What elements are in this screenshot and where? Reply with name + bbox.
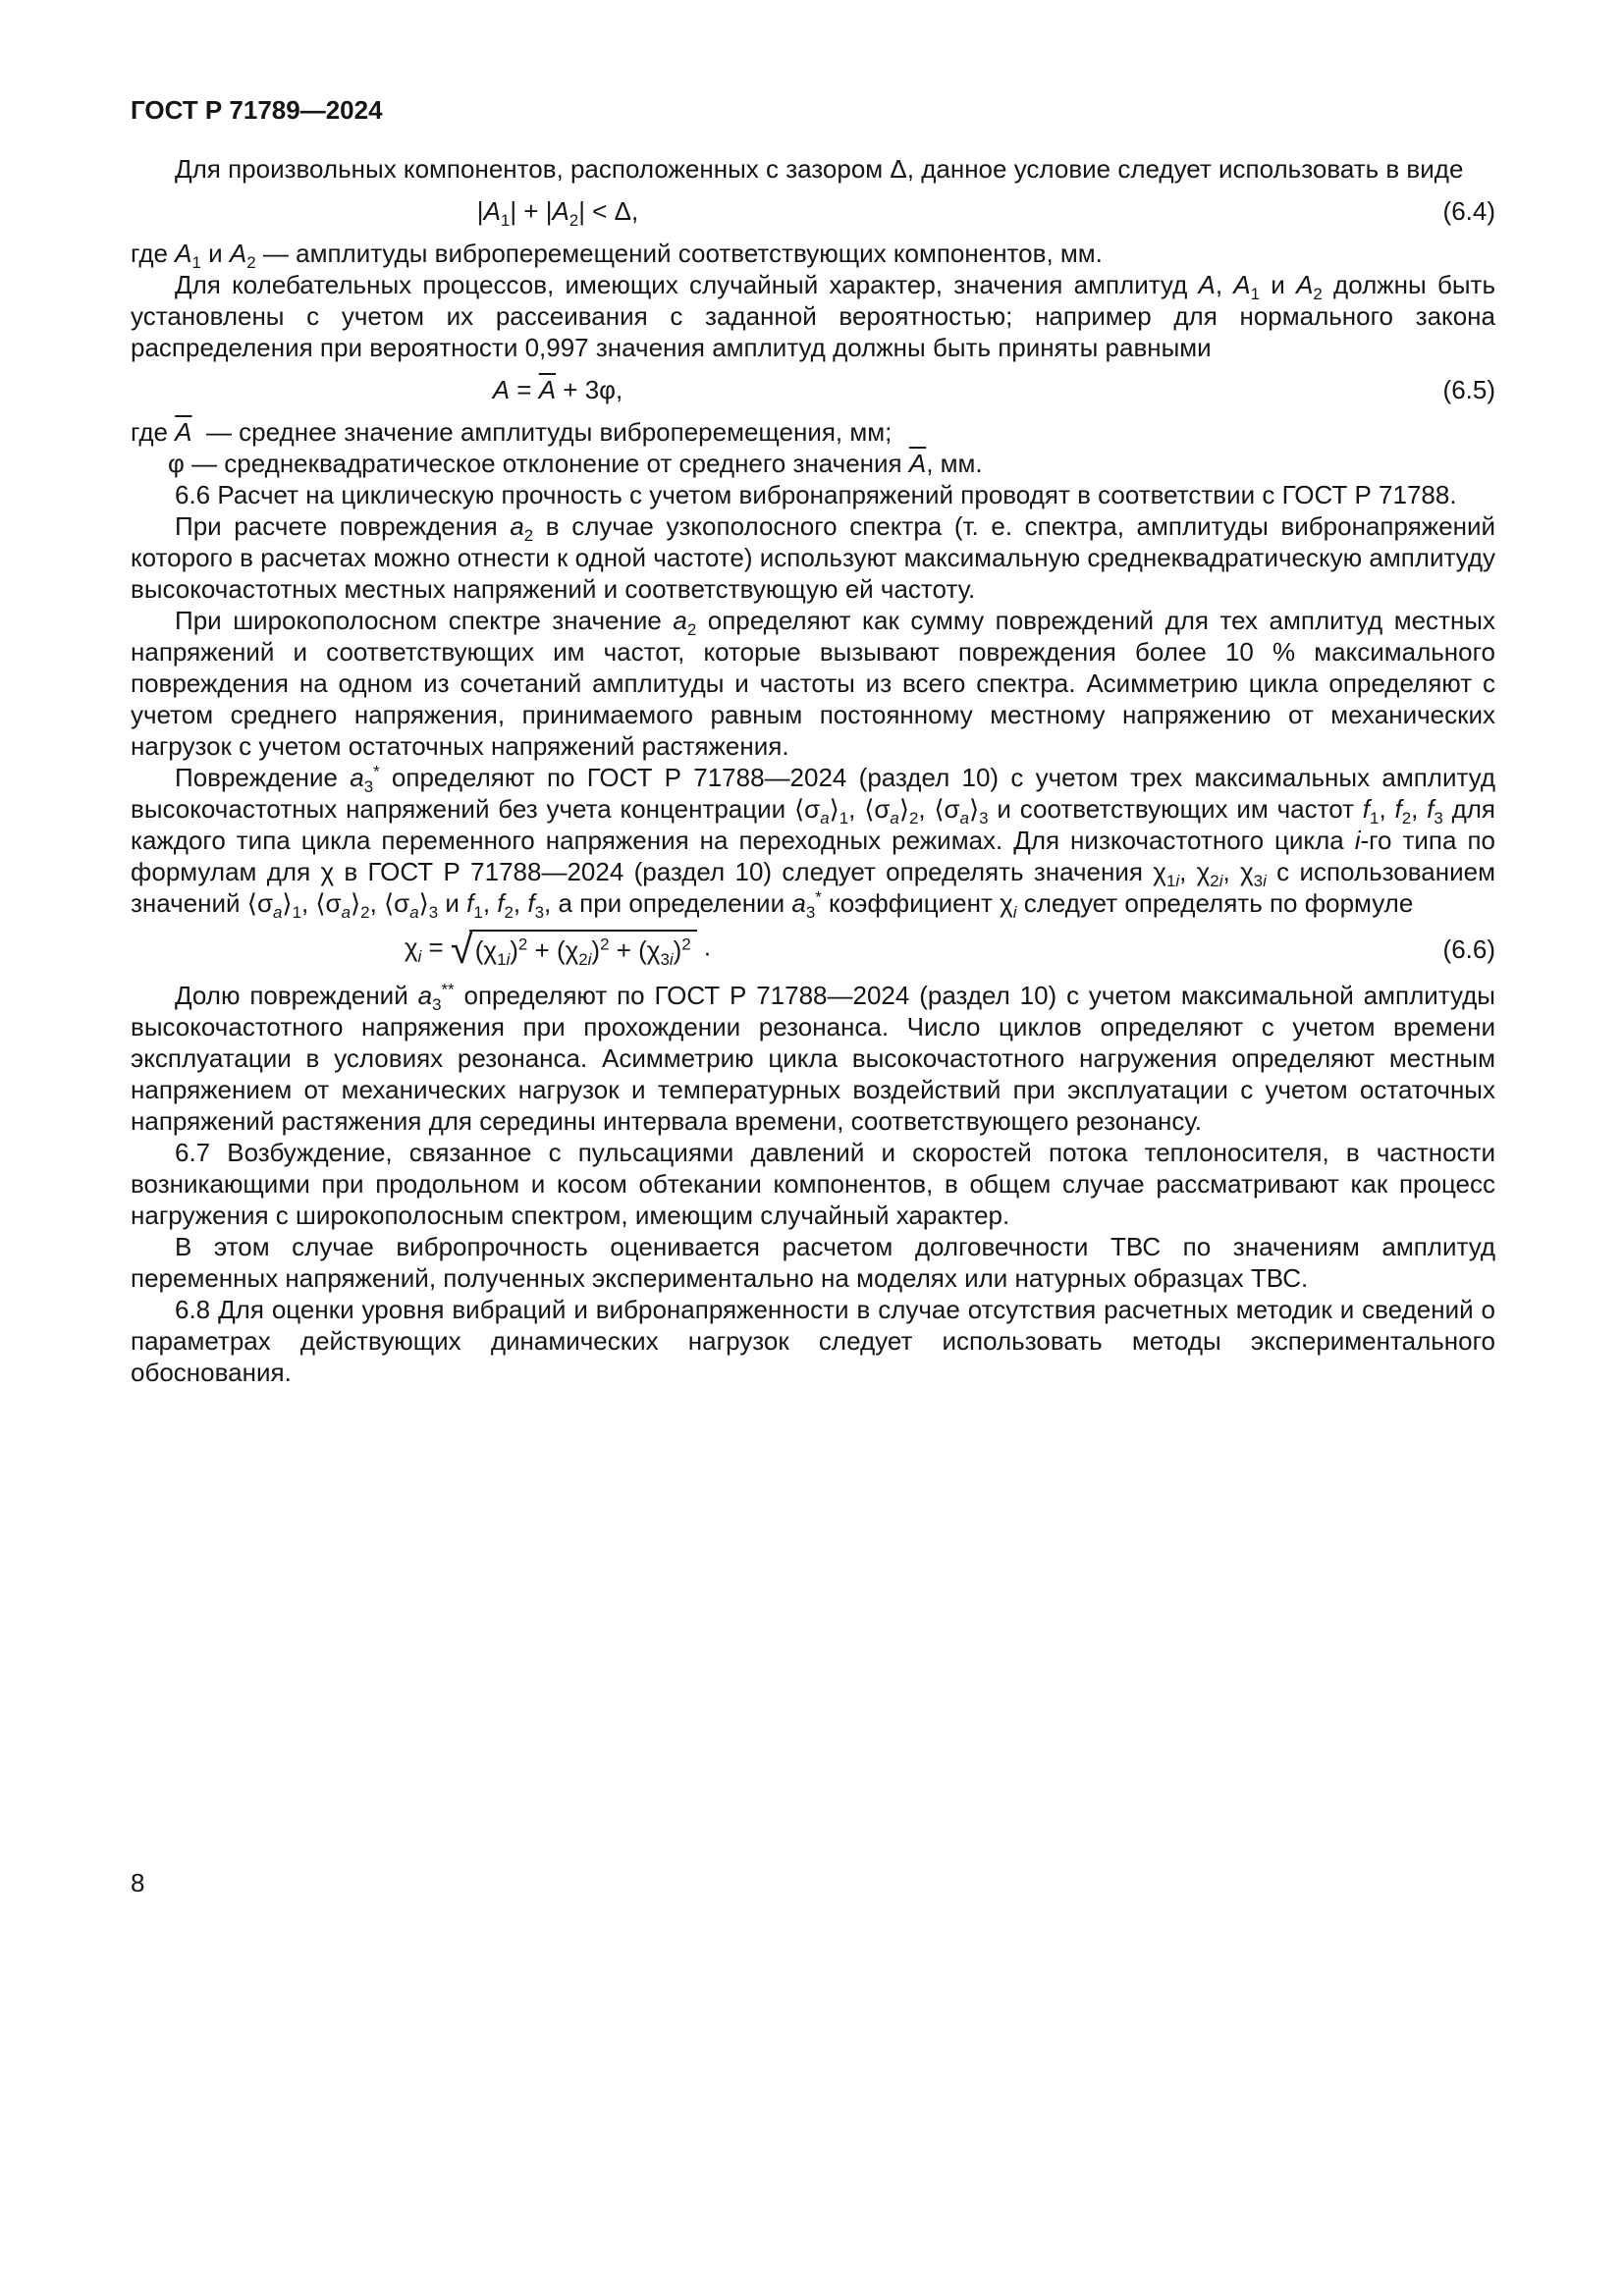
paragraph-wideband-spectrum: При широкополосном спектре значение $a_2$ определяют как сумму повреждений для тех амплитуд местных напряжений и соответствующих им частот, которые вызывают повреждения более 10 % максимального повреждения на одном из сочетаний амплитуды и частоты из всего спектра. Асимметрию цикла определяют с учетом среднего напряжения, принимаемого равным постоянному местному напряжению от механических нагрузок с учетом остаточных напряжений растяжения. <box>131 606 1495 761</box>
paragraph-narrowband-spectrum: При расчете повреждения $a_2$ в случае узкополосного спектра (т. е. спектра, амплитуды вибронапряжений которого в расчетах можно отнести к одной частоте) используют максимальную среднеквадратическую амплитуду высокочастотных местных напряжений и соответствующую ей частоту. <box>131 511 1495 604</box>
formula-6-5-number: (6.5) <box>1442 375 1495 404</box>
page-content <box>131 94 1495 1388</box>
formula-6-6-number: (6.6) <box>1442 934 1495 964</box>
where-clause-mean-amplitude: где $\overline{A}$ — среднее значение амплитуды виброперемещения, мм; <box>131 417 893 447</box>
paragraph-random-processes: Для колебательных процессов, имеющих случайный характер, значения амплитуд A, $A_1$ и $A_2$ должны быть установлены с учетом их рассеивания с заданной вероятностью; например для нормального закона распределения при вероятности 0,997 значения амплитуд должны быть приняты равными <box>131 270 1495 362</box>
paragraph-damage-a3: Повреждение $a_3^*$ определяют по ГОСТ Р 71788—2024 (раздел 10) с учетом трех максимальных амплитуд высокочастотных напряжений без учета концентрации $⟨\sigma_a⟩_1$, $⟨\sigma_a⟩_2$, $⟨\sigma_a⟩_3$ и соответствующих им частот $f_1$, $f_2$, $f_3$ для каждого типа цикла переменного напряжения на переходных режимах. Для низкочастотного цикла i-го типа по формулам для χ в ГОСТ Р 71788—2024 (раздел 10) следует определять значения $\chi_{1i}$, $\chi_{2i}$, $\chi_{3i}$ с использованием значений $⟨\sigma_a⟩_1$, $⟨\sigma_a⟩_2$, $⟨\sigma_a⟩_3$ и $f_1$, $f_2$, $f_3$, а при определении $a_3^*$ коэффициент $\chi_i$ следует определять по формуле <box>131 762 1496 923</box>
radical-sign: √ <box>450 926 473 972</box>
paragraph-tvs-durability: В этом случае вибропрочность оценивается расчетом долговечности ТВС по значениям амплитуд переменных напряжений, полученных экспериментально на моделях или натурных образцах ТВС. <box>131 1231 1495 1293</box>
formula-6-6-expression <box>131 926 1407 972</box>
clause-6-6: 6.6 Расчет на циклическую прочность с учетом вибронапряжений проводят в соответствии с ГОСТ Р 71788. <box>175 480 1457 509</box>
formula-6-6-tail: . <box>696 932 712 962</box>
paragraph-intro-condition: Для произвольных компонентов, расположенных с зазором Δ, данное условие следует использовать в виде <box>175 154 1464 184</box>
formula-6-4-number: (6.4) <box>1442 196 1495 226</box>
radical <box>450 926 697 972</box>
clause-6-8: 6.8 Для оценки уровня вибраций и вибронапряженности в случае отсутствия расчетных методик и сведений о параметрах действующих динамических нагрузок следует использовать методы экспериментального обоснования. <box>131 1294 1495 1387</box>
clause-6-7: 6.7 Возбуждение, связанное с пульсациями давлений и скоростей потока теплоносителя, в частности возникающими при продольном и косом обтекании компонентов, в общем случае рассматривают как процесс нагружения с широкополосным спектром, имеющим случайный характер. <box>131 1137 1495 1230</box>
paragraph-damage-share-a3: Долю повреждений $a_3^{**}$ определяют по ГОСТ Р 71788—2024 (раздел 10) с учетом максимальной амплитуды высокочастотного напряжения при прохождении резонанса. Число циклов определяют с учетом времени эксплуатации в условиях резонанса. Асимметрию цикла высокочастотного нагружения определяют местным напряжением от механических нагрузок и температурных воздействий при эксплуатации с учетом остаточных напряжений растяжения для середины интервала времени, соответствующего резонансу. <box>131 979 1495 1136</box>
formula-6-5-expression: $A = \overline{A} + 3\varphi$, <box>492 375 623 404</box>
formula-6-6-lhs: $\chi_i$ = <box>404 932 451 966</box>
doc-code-header: ГОСТ Р 71789—2024 <box>131 95 383 125</box>
formula-6-6-radicand: $(\chi_{1i})^2 + (\chi_{2i})^2 + (\chi_{3i})^2$ <box>469 930 697 967</box>
formula-6-4 <box>131 185 1495 238</box>
where-clause-a1-a2: где $A_1$ и $A_2$ — амплитуды виброперемещений соответствующих компонентов, мм. <box>131 239 1103 273</box>
formula-6-4-expression: $|A_1| + |A_2| < \Delta$, <box>476 196 639 231</box>
where-clause-std-deviation: φ — среднеквадратическое отклонение от среднего значения $\overline{A}$, мм. <box>168 449 983 478</box>
formula-6-6 <box>131 919 1495 980</box>
page-number: 8 <box>131 1868 145 1897</box>
formula-6-5 <box>131 363 1495 416</box>
